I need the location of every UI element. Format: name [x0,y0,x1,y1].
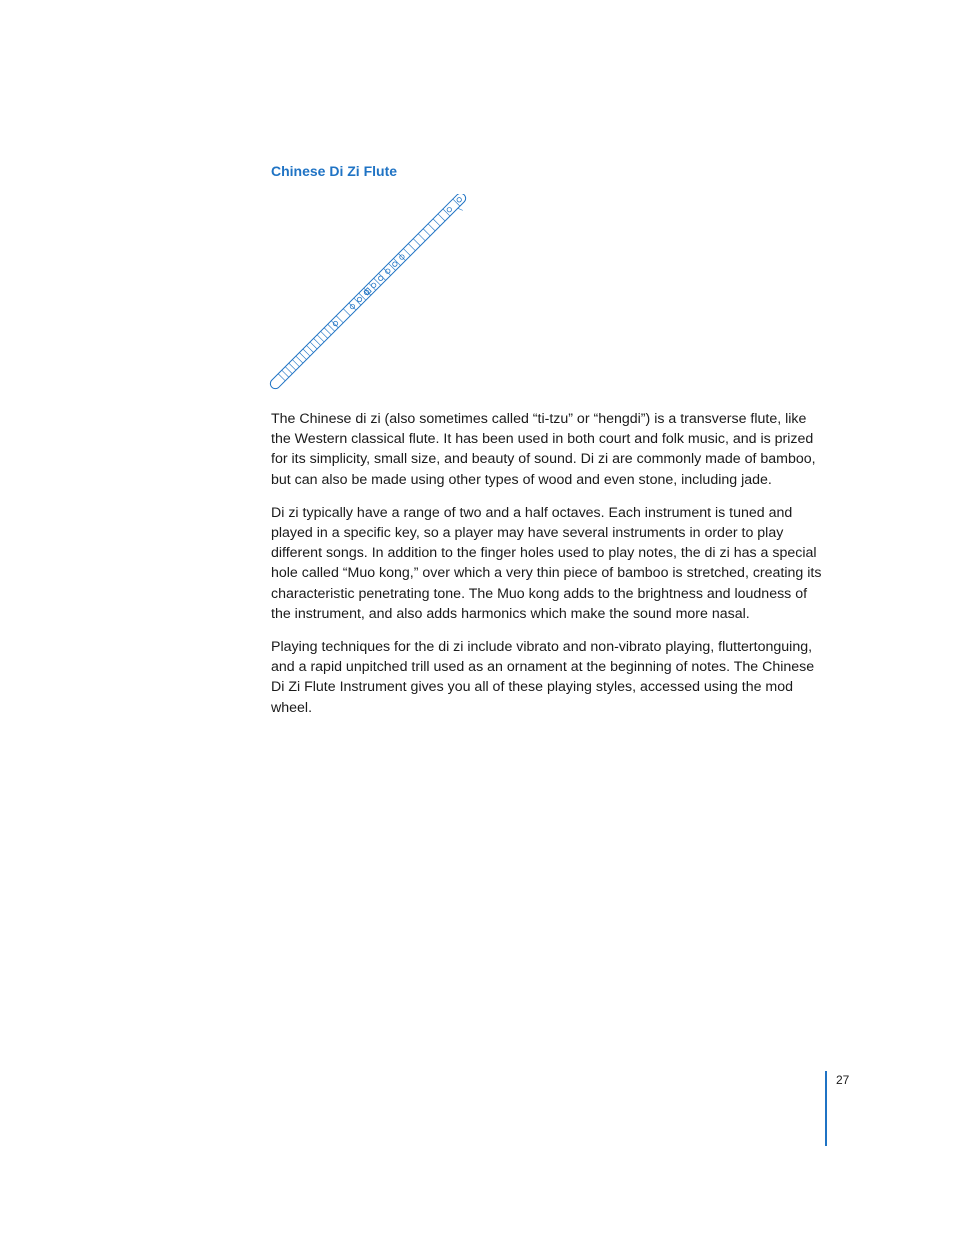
paragraph-1: The Chinese di zi (also sometimes called “ti-tzu” or “hengdi”) is a transverse flute, like the Western classical flute. It has been used in both court and folk music, and is prized for its simplicity, small size, and beauty of sound. Di zi are commonly made of bamboo, but can also be made using other types of wood and even stone, including jade. [271,411,816,488]
flute-finger-holes [332,197,462,327]
page-number: 27 [836,1073,850,1087]
paragraph-2: Di zi typically have a range of two and a half octaves. Each instrument is tuned and played in a specific key, so a player may have several instruments in order to play different songs. In addition to the finger holes used to play notes, the di zi has a special hole called “Muo kong,” over which a very thin piece of bamboo is stretched, creating its characteristic penetrating tone. The Muo kong adds to the brightness and loudness of the instrument, and also adds harmonics which make the sound more nasal. [271,504,822,622]
section-heading: Chinese Di Zi Flute [271,163,398,179]
folio-rule [825,1071,827,1146]
body-text [271,409,827,731]
paragraph-3: Playing techniques for the di zi include vibrato and non-vibrato playing, fluttertonguing, and a rapid unpitched trill used as an ornament at the beginning of notes. The Chinese Di Zi Flute Instrument gives you all of these playing styles, accessed using the mod wheel. [271,639,815,716]
flute-ribbing [278,199,460,381]
di-zi-flute-illustration [268,194,472,396]
